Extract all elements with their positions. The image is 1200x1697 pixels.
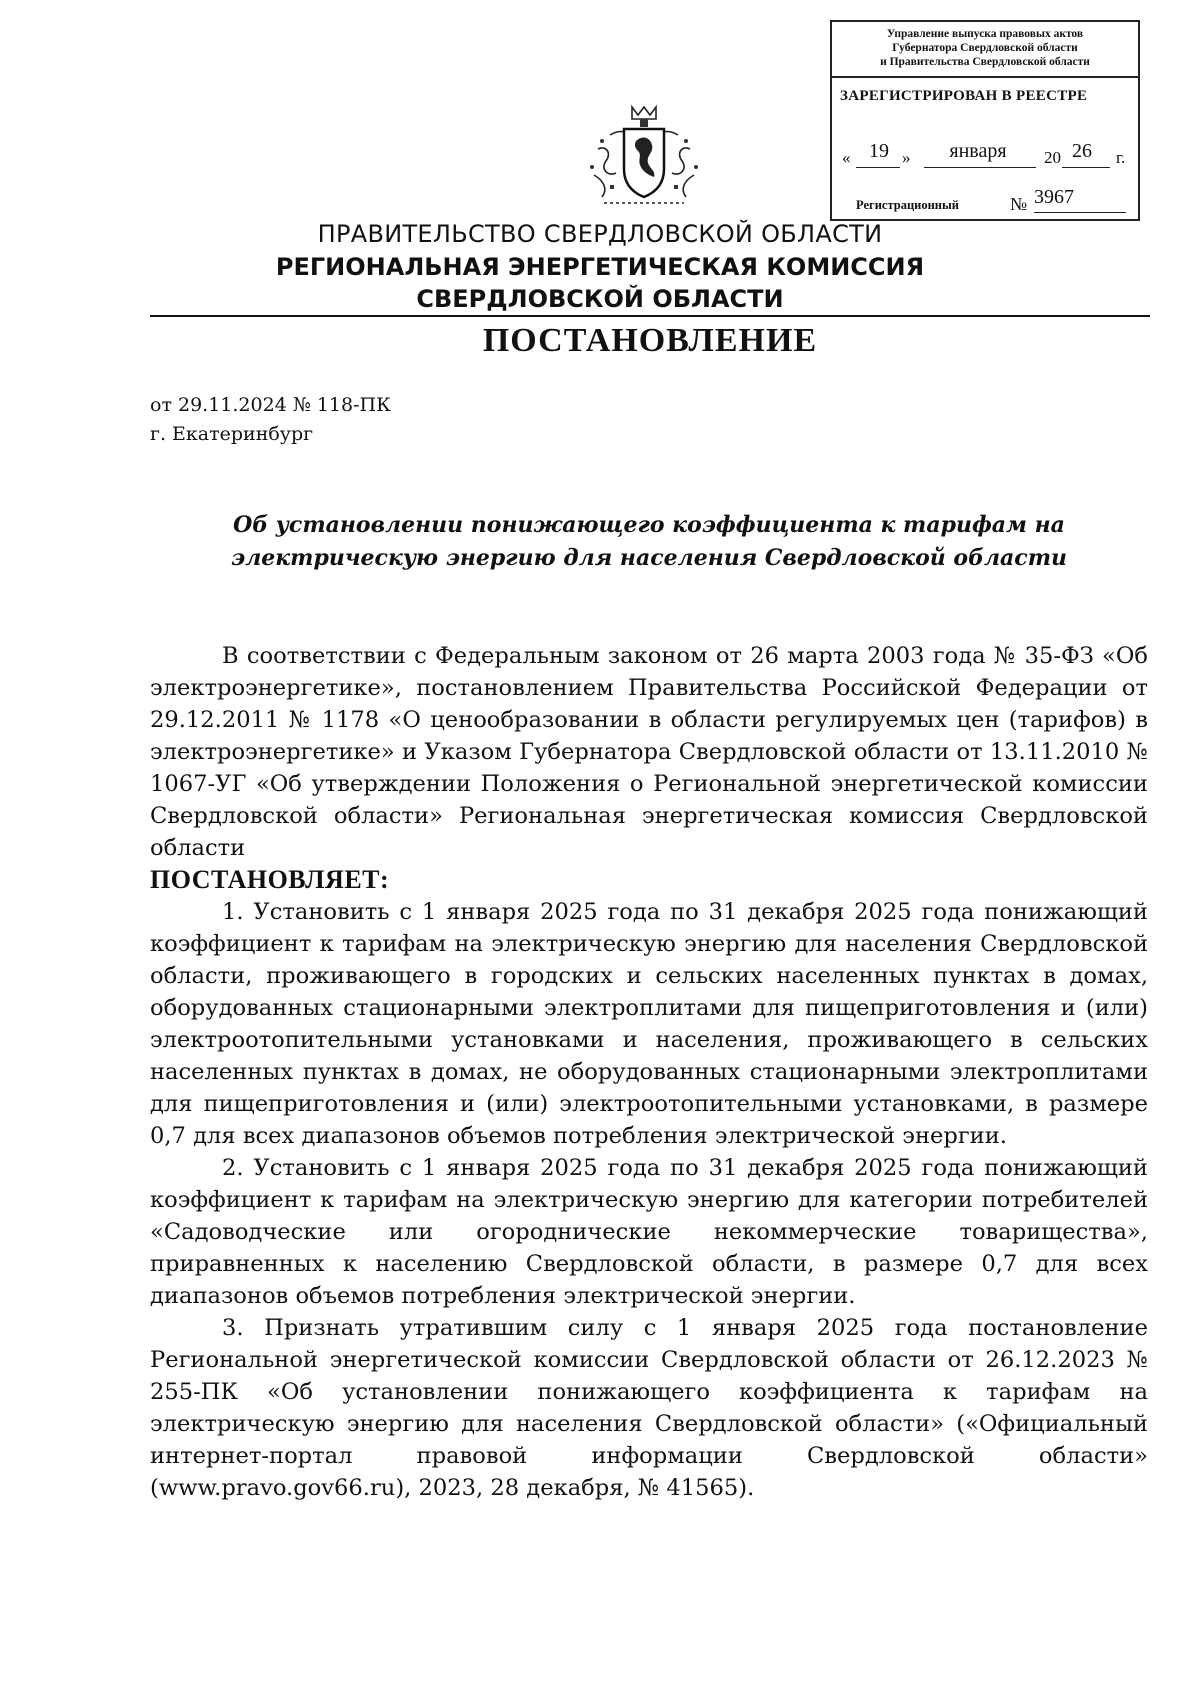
document-subject: Об установлении понижающего коэффициента к тарифам на электрическую энергию для населения Свердловской области xyxy=(231,512,1067,571)
document-body xyxy=(150,640,1148,1504)
stamp-number-label: Регистрационный xyxy=(856,198,959,212)
resolution-item: 2. Установить с 1 января 2025 года по 31 декабря 2025 года понижающий коэффициент к тарифам на электрическую энергию для категории потребителей «Садоводческие или огороднические некоммерческие товарищества», приравненных к населению Свердловской области, в размере 0,7 для всех диапазонов объемов потребления электрической энергии. xyxy=(150,1155,1148,1309)
stamp-day: 19 xyxy=(869,140,889,162)
document-city: г. Екатеринбург xyxy=(150,423,314,445)
commission-name-line2: СВЕРДЛОВСКОЙ ОБЛАСТИ xyxy=(416,285,784,313)
commission-name-line1: РЕГИОНАЛЬНАЯ ЭНЕРГЕТИЧЕСКАЯ КОМИССИЯ xyxy=(275,253,925,281)
header-divider xyxy=(150,315,1150,317)
stamp-quote-open: « xyxy=(842,148,851,167)
government-name: ПРАВИТЕЛЬСТВО СВЕРДЛОВСКОЙ ОБЛАСТИ xyxy=(317,220,883,248)
resolution-item: 1. Установить с 1 января 2025 года по 31 декабря 2025 года понижающий коэффициент к тарифам на электрическую энергию для населения Свердловской области, проживающего в городских и сельских населенных пунктах в домах, оборудованных стационарными электроплитами для пищеприготовления и (или) электроотопительными установками и населения, проживающего в сельских населенных пунктах в домах, не оборудованных стационарными электроплитами для пищеприготовления и (или) электроотопительными установками, в размере 0,7 для всех диапазонов объемов потребления электрической энергии. xyxy=(150,899,1148,1149)
stamp-year-prefix: 20 xyxy=(1044,148,1061,167)
stamp-number-value: 3967 xyxy=(1034,186,1074,208)
document-meta xyxy=(150,391,391,449)
stamp-authority-line: Управление выпуска правовых актов xyxy=(886,28,1084,40)
stamp-registered-label: ЗАРЕГИСТРИРОВАН В РЕЕСТРЕ xyxy=(840,88,1088,104)
registration-stamp xyxy=(830,20,1140,221)
stamp-quote-close: » xyxy=(902,148,911,167)
resolution-item: 3. Признать утратившим силу с 1 января 2025 года постановление Региональной энергетической комиссии Свердловской области от 26.12.2023 № 255-ПК «Об установлении понижающего коэффициента к тарифам на электрическую энергию для населения Свердловской области» («Официальный интернет-портал правовой информации Свердловской области» (www.pravo.gov66.ru), 2023, 28 декабря, № 41565). xyxy=(150,1315,1148,1501)
stamp-month: января xyxy=(949,140,1007,162)
resolves-heading: ПОСТАНОВЛЯЕТ: xyxy=(150,865,390,894)
stamp-authority xyxy=(832,22,1138,78)
coat-of-arms-icon xyxy=(580,105,708,213)
stamp-number xyxy=(856,186,1126,216)
stamp-authority-line: и Правительства Свердловской области xyxy=(880,56,1090,68)
stamp-authority-line: Губернатора Свердловской области xyxy=(892,42,1078,54)
document-date-number: от 29.11.2024 № 118-ПК xyxy=(150,394,391,416)
document-type-title: ПОСТАНОВЛЕНИЕ xyxy=(482,322,818,359)
preamble-paragraph: В соответствии с Федеральным законом от 26 марта 2003 года № 35-ФЗ «Об электроэнергетике», постановлением Правительства Российской Федерации от 29.12.2011 № 1178 «О ценообразовании в области регулируемых цен (тарифов) в электроэнергетике» и Указом Губернатора Свердловской области от 13.11.2010 № 1067-УГ «Об утверждении Положения о Региональной энергетической комиссии Свердловской области» Региональная энергетическая комиссия Свердловской области xyxy=(150,643,1148,861)
stamp-date xyxy=(840,140,1136,170)
stamp-year-abbr: г. xyxy=(1116,148,1126,167)
stamp-number-sign: № xyxy=(1010,194,1028,214)
stamp-year-suffix: 26 xyxy=(1072,140,1092,162)
